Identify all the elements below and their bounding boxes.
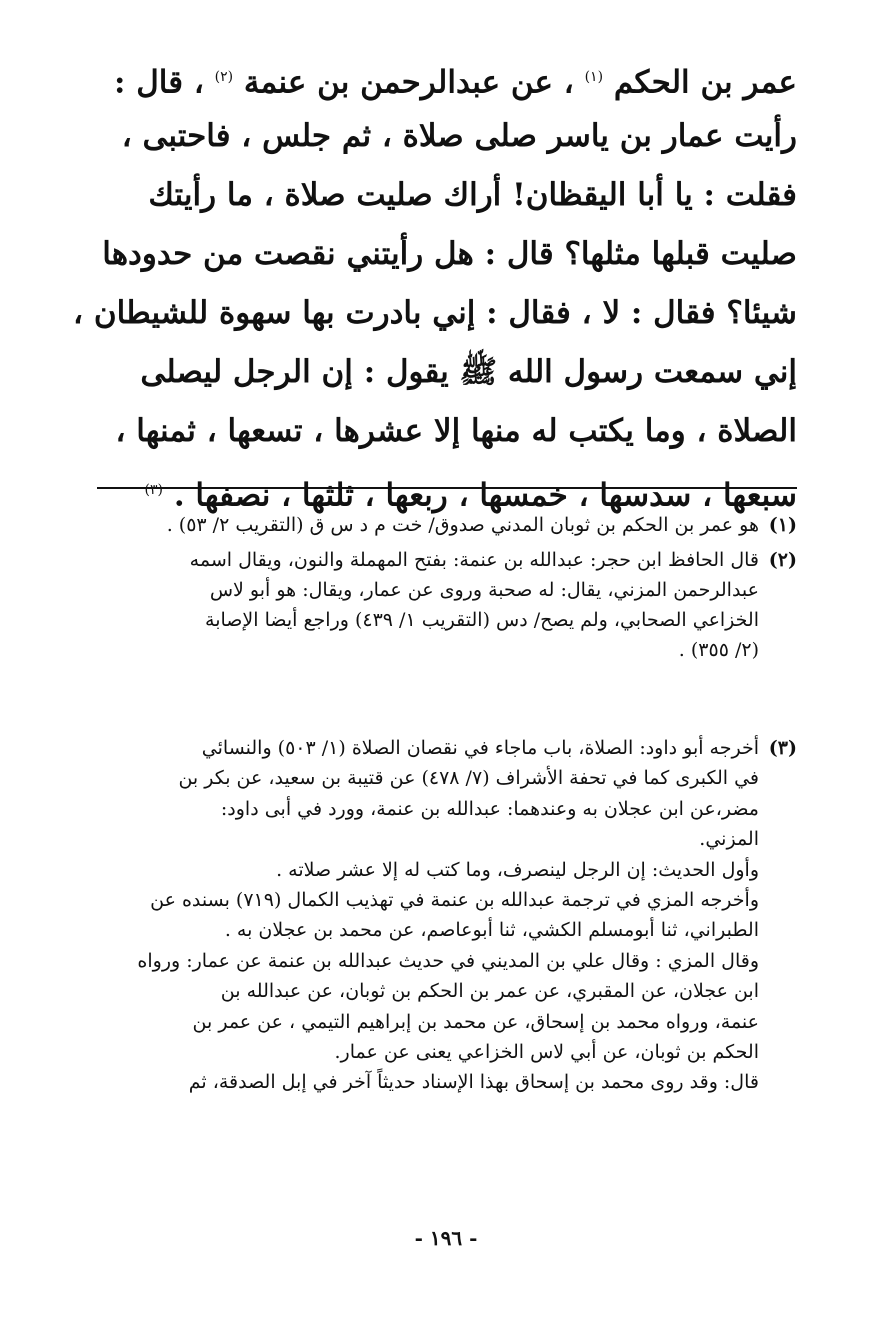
footnote-3-line: المزني. [699, 828, 759, 851]
footnote-2-number: (٢) [768, 549, 797, 571]
footnote-3-line: أخرجه أبو داود: الصلاة، باب ماجاء في نقصان الصلاة (١/ ٥٠٣) والنسائي [201, 737, 759, 759]
footnote-1-line: هو عمر بن الحكم بن ثوبان المدني صدوق/ خت م د س ق (التقريب ٢/ ٥٣) . [166, 514, 759, 536]
main-line-3: فقلت : يا أبا اليقظان! أراك صليت صلاة ، ما رأيتك [148, 177, 797, 213]
footnote-3-line: وأول الحديث: إن الرجل لينصرف، وما كتب له إلا عشر صلاته . [276, 858, 759, 881]
main-line-1-b: ، عن عبدالرحمن بن عنمة [243, 64, 574, 101]
footnote-3-line: في الكبرى كما في تحفة الأشراف (٧/ ٤٧٨) عن قتيبة بن سعيد، عن بكر بن [178, 767, 759, 790]
footnote-3-line: وقال المزي : وقال علي بن المديني في حديث عبدالله بن عنمة عن عمار: ورواه [137, 949, 759, 972]
footnote-ref-3: (٣) [144, 482, 164, 498]
footnote-2 [95, 545, 797, 665]
main-line-1 [95, 48, 797, 107]
footnote-divider [97, 487, 797, 489]
main-line-1-c: ، قال : [114, 64, 204, 101]
main-line-8-text: سبعها ، سدسها ، خمسها ، ربعها ، ثلثها ، نصفها . [173, 477, 797, 514]
footnote-3-line: عنمة، ورواه محمد بن إسحاق، عن محمد بن إبراهيم التيمي ، عن عمر بن [192, 1010, 759, 1033]
footnote-2-line: قال الحافظ ابن حجر: عبدالله بن عنمة: بفتح المهملة والنون، ويقال اسمه [189, 549, 759, 571]
main-line-7: الصلاة ، وما يكتب له منها إلا عشرها ، تسعها ، ثمنها ، [115, 413, 797, 449]
main-line-2: رأيت عمار بن ياسر صلى صلاة ، ثم جلس ، فاحتبى ، [121, 118, 797, 154]
main-text [73, 48, 797, 520]
page-number: - ١٩٦ - [414, 1226, 478, 1250]
main-line-5: شيئا؟ فقال : لا ، فقال : إني بادرت بها سهوة للشيطان ، [73, 295, 797, 331]
footnote-3-line: وأخرجه المزي في ترجمة عبدالله بن عنمة في تهذيب الكمال (٧١٩) بسنده عن [150, 888, 759, 911]
footnote-3 [95, 733, 797, 1098]
footnote-3-line: قال: وقد روى محمد بن إسحاق بهذا الإسناد حديثاً آخر في إبل الصدقة، ثم [188, 1071, 759, 1094]
footnote-1 [95, 510, 797, 540]
footnote-2-line: عبدالرحمن المزني، يقال: له صحبة وروى عن عمار، ويقال: هو أبو لاس [209, 579, 759, 601]
footnote-3-line: الطبراني، ثنا أبومسلم الكشي، ثنا أبوعاصم، عن محمد بن عجلان به . [224, 919, 759, 942]
footnote-3-line: الحكم بن ثوبان، عن أبي لاس الخزاعي يعنى عن عمار. [334, 1040, 759, 1063]
footnote-3-line: ابن عجلان، عن المقبري، عن عمر بن الحكم بن ثوبان، عن عبدالله بن [220, 980, 759, 1003]
footnote-3-line: مضر،عن ابن عجلان به وعندهما: عبدالله بن عنمة، وورد في أبى داود: [220, 797, 759, 820]
footnote-3-number: (٣) [768, 737, 797, 759]
footnote-1-number: (١) [768, 514, 797, 536]
main-line-6: إني سمعت رسول الله ﷺ يقول : إن الرجل ليصلى [140, 354, 797, 390]
main-line-1-a: عمر بن الحكم [613, 64, 797, 101]
footnote-2-line: الخزاعي الصحابي، ولم يصح/ دس (التقريب ١/ ٤٣٩) وراجع أيضا الإصابة [205, 609, 759, 631]
footnote-2-line: (٢/ ٣٥٥) . [678, 639, 759, 661]
footnote-ref-1: (١) [584, 69, 604, 85]
main-line-4: صليت قبلها مثلها؟ قال : هل رأيتني نقصت من حدودها [102, 236, 797, 272]
footnote-ref-2: (٢) [214, 69, 234, 85]
